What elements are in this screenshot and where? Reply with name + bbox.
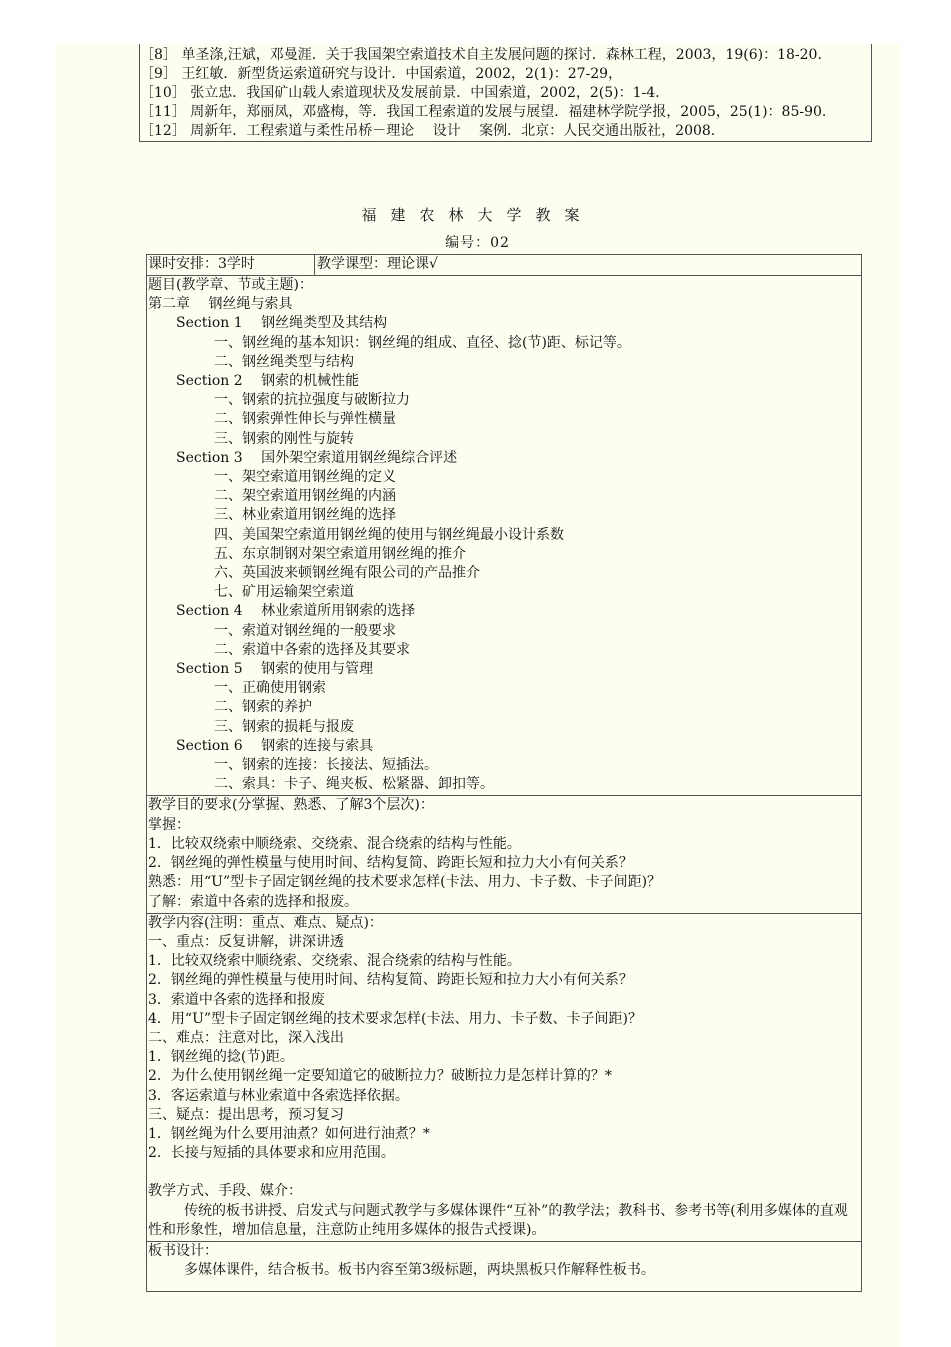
subsection-title: 三、钢索的刚性与旋转 <box>214 430 354 447</box>
board-section <box>147 1242 861 1291</box>
topic-outline <box>148 314 859 794</box>
objective-line: 2．钢丝绳的弹性模量与使用时间、结构复简、跨距长短和拉力大小有何关系？ <box>148 855 633 872</box>
content-line: 一、重点：反复讲解，讲深讲透 <box>148 933 344 950</box>
board-heading: 板书设计： <box>148 1242 218 1259</box>
objective-line: 1．比较双绕索中顺绕索、交绕索、混合绕索的结构与性能。 <box>148 835 521 852</box>
methods-heading: 教学方式、手段、媒介： <box>148 1183 302 1200</box>
topic-heading: 题目(教学章、节或主题)： <box>148 277 313 293</box>
lesson-plan-table <box>146 254 862 1292</box>
objectives-section <box>147 796 861 913</box>
content-line: 3．索道中各索的选择和报废 <box>148 991 325 1008</box>
subsection-title: 七、矿用运输架空索道 <box>214 584 354 601</box>
subsection-title: 六、英国波来顿钢丝绳有限公司的产品推介 <box>214 565 480 582</box>
subsection-title: 二、架空索道用钢丝绳的内涵 <box>214 488 396 505</box>
section-title: Section 5 钢索的使用与管理 <box>176 661 374 678</box>
subsection-title: 二、钢丝绳类型与结构 <box>214 353 354 370</box>
content-heading: 教学内容(注明：重点、难点、疑点)： <box>148 914 383 931</box>
content-line: 4．用“U”型卡子固定钢丝绳的技术要求怎样(卡法、用力、卡子数、卡子间距)？ <box>148 1010 642 1027</box>
chapter-title: 第二章 钢丝绳与索具 <box>148 296 293 313</box>
content-line: 三、疑点：提出思考，预习复习 <box>148 1106 344 1123</box>
section-title: Section 4 林业索道所用钢索的选择 <box>176 603 416 620</box>
content-line: 1．比较双绕索中顺绕索、交绕索、混合绕索的结构与性能。 <box>148 953 521 970</box>
subsection-title: 二、钢索弹性伸长与弹性横量 <box>214 411 396 428</box>
document-code: 编号：02 <box>445 235 510 251</box>
reference-item: ［11］ 周新年，郑丽凤，邓盛梅，等．我国工程索道的发展与展望．福建林学院学报，2005，25(1)：85-90. <box>140 104 827 120</box>
content-line: 2．钢丝绳的弹性模量与使用时间、结构复简、跨距长短和拉力大小有何关系？ <box>148 972 633 989</box>
subsection-title: 二、索具：卡子、绳夹板、松紧器、卸扣等。 <box>214 776 494 793</box>
topic-section <box>147 276 861 796</box>
section-title: Section 6 钢索的连接与索具 <box>176 737 374 754</box>
subsection-title: 二、钢索的养护 <box>214 699 312 716</box>
section-title: Section 2 钢索的机械性能 <box>176 373 360 390</box>
section-title: Section 1 钢丝绳类型及其结构 <box>176 315 388 332</box>
subsection-title: 五、东京制钢对架空索道用钢丝绳的推介 <box>214 545 466 562</box>
subsection-title: 一、正确使用钢索 <box>214 680 326 697</box>
subsection-title: 一、索道对钢丝绳的一般要求 <box>214 622 396 639</box>
subsection-title: 一、钢索的抗拉强度与破断拉力 <box>214 392 410 409</box>
objective-line: 熟悉：用“U”型卡子固定钢丝绳的技术要求怎样(卡法、用力、卡子数、卡子间距)？ <box>148 874 662 891</box>
content-section <box>147 914 861 1242</box>
subsection-title: 三、钢索的损耗与报废 <box>214 718 354 735</box>
content-line: 3．客运索道与林业索道中各索选择依据。 <box>148 1087 409 1104</box>
class-hours: 课时安排：3学时 <box>147 255 315 275</box>
board-text: 多媒体课件，结合板书。板书内容至第3级标题，两块黑板只作解释性板书。 <box>184 1262 655 1279</box>
content-line: 2．为什么使用钢丝绳一定要知道它的破断拉力？破断拉力是怎样计算的？* <box>148 1068 612 1085</box>
subsection-title: 四、美国架空索道用钢丝绳的使用与钢丝绳最小设计系数 <box>214 526 564 543</box>
objective-line: 了解：索道中各索的选择和报废。 <box>148 893 358 910</box>
subsection-title: 三、林业索道用钢丝绳的选择 <box>214 507 396 524</box>
class-type: 教学课型：理论课√ <box>317 256 438 272</box>
methods-text: 传统的板书讲授、启发式与问题式教学与多媒体课件“互补”的教学法；教科书、参考书等(利用多媒体的直观性和形象性，增加信息量，注意防止纯用多媒体的报告式授课)。 <box>148 1202 848 1238</box>
subsection-title: 二、索道中各索的选择及其要求 <box>214 641 410 658</box>
reference-item: ［8］ 单圣涤,汪斌，邓曼涯．关于我国架空索道技术自主发展问题的探讨．森林工程，2003，19(6)：18-20. <box>140 47 822 63</box>
spacer <box>148 1163 859 1182</box>
content-line: 二、难点：注意对比，深入浅出 <box>148 1029 344 1046</box>
objectives-heading: 教学目的要求(分掌握、熟悉、了解3个层次)： <box>148 797 434 814</box>
content-line: 2．长接与短插的具体要求和应用范围。 <box>148 1145 395 1162</box>
content-line: 1．钢丝绳为什么要用油煮？如何进行油煮？* <box>148 1125 430 1142</box>
subsection-title: 一、钢索的连接：长接法、短插法。 <box>214 757 438 774</box>
document-title: 福建农林大学教案 <box>361 206 594 224</box>
schedule-row <box>147 255 861 276</box>
document-page <box>55 44 900 1347</box>
reference-item: ［9］ 王红敏．新型货运索道研究与设计．中国索道，2002，2(1)：27-29， <box>140 66 623 82</box>
content-line: 1．钢丝绳的捻(节)距。 <box>148 1049 294 1066</box>
objective-line: 掌握： <box>148 816 190 833</box>
reference-list <box>139 44 872 142</box>
subsection-title: 一、架空索道用钢丝绳的定义 <box>214 469 396 486</box>
reference-item: ［12］ 周新年．工程索道与柔性吊桥－理论 设计 案例．北京：人民交通出版社，2008. <box>140 123 716 139</box>
subsection-title: 一、钢丝绳的基本知识：钢丝绳的组成、直径、捻(节)距、标记等。 <box>214 334 631 351</box>
section-title: Section 3 国外架空索道用钢丝绳综合评述 <box>176 449 458 466</box>
reference-item: ［10］ 张立忠．我国矿山载人索道现状及发展前景．中国索道，2002，2(5)：1-4. <box>140 85 660 101</box>
